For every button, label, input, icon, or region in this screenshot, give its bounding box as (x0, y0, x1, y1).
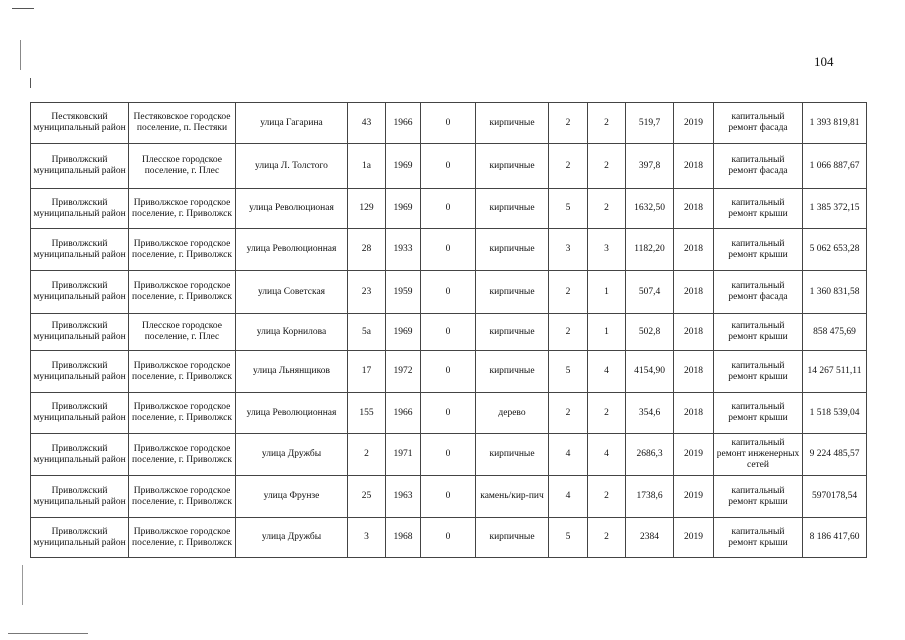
cell-year-built: 1933 (386, 229, 421, 271)
cell-settlement: Приволжское городское поселение, г. Приволжск (129, 271, 236, 314)
cell-year-built: 1966 (386, 103, 421, 144)
cell-col-zero: 0 (421, 189, 476, 229)
cell-district: Приволжский муниципальный район (31, 144, 129, 189)
cell-settlement: Пестяковское городское поселение, п. Пестяки (129, 103, 236, 144)
cell-district: Приволжский муниципальный район (31, 476, 129, 518)
cell-year-built: 1969 (386, 314, 421, 351)
cell-cost: 1 360 831,58 (803, 271, 867, 314)
cell-district: Приволжский муниципальный район (31, 189, 129, 229)
cell-district: Приволжский муниципальный район (31, 314, 129, 351)
cell-district: Приволжский муниципальный район (31, 271, 129, 314)
cell-wall-material: дерево (476, 393, 549, 434)
cell-settlement: Плесское городское поселение, г. Плес (129, 314, 236, 351)
cell-col-zero: 0 (421, 144, 476, 189)
cell-floors: 2 (549, 144, 588, 189)
cell-floors: 2 (549, 271, 588, 314)
cell-repair-year: 2018 (674, 393, 714, 434)
cell-house-number: 155 (348, 393, 386, 434)
cell-wall-material: кирпичные (476, 351, 549, 393)
cell-repair-type: капитальный ремонт фасада (714, 271, 803, 314)
cell-district: Приволжский муниципальный район (31, 229, 129, 271)
cell-area: 2686,3 (626, 434, 674, 476)
cell-area: 502,8 (626, 314, 674, 351)
cell-year-built: 1972 (386, 351, 421, 393)
cell-area: 2384 (626, 518, 674, 558)
cell-street: улица Дружбы (236, 434, 348, 476)
cell-cost: 14 267 511,11 (803, 351, 867, 393)
cell-entrances: 1 (588, 314, 626, 351)
cell-wall-material: камень/кир-пич (476, 476, 549, 518)
cell-house-number: 129 (348, 189, 386, 229)
cell-repair-year: 2019 (674, 434, 714, 476)
cell-entrances: 1 (588, 271, 626, 314)
cell-street: улица Дружбы (236, 518, 348, 558)
cell-floors: 4 (549, 476, 588, 518)
cell-house-number: 43 (348, 103, 386, 144)
cell-entrances: 2 (588, 144, 626, 189)
cell-area: 397,8 (626, 144, 674, 189)
cell-year-built: 1968 (386, 518, 421, 558)
cell-repair-type: капитальный ремонт крыши (714, 229, 803, 271)
cell-col-zero: 0 (421, 229, 476, 271)
cell-wall-material: кирпичные (476, 103, 549, 144)
table-row (31, 434, 867, 476)
cell-house-number: 2 (348, 434, 386, 476)
cell-year-built: 1969 (386, 144, 421, 189)
cell-col-zero: 0 (421, 434, 476, 476)
cell-cost: 5970178,54 (803, 476, 867, 518)
cell-house-number: 5а (348, 314, 386, 351)
cell-entrances: 4 (588, 351, 626, 393)
scan-mark (12, 8, 34, 9)
cell-street: улица Гагарина (236, 103, 348, 144)
cell-floors: 4 (549, 434, 588, 476)
cell-col-zero: 0 (421, 518, 476, 558)
cell-cost: 858 475,69 (803, 314, 867, 351)
cell-cost: 9 224 485,57 (803, 434, 867, 476)
cell-repair-type: капитальный ремонт крыши (714, 518, 803, 558)
cell-house-number: 28 (348, 229, 386, 271)
table-row (31, 393, 867, 434)
cell-col-zero: 0 (421, 351, 476, 393)
cell-settlement: Плесское городское поселение, г. Плес (129, 144, 236, 189)
cell-year-built: 1963 (386, 476, 421, 518)
cell-street: улица Революционная (236, 229, 348, 271)
cell-area: 507,4 (626, 271, 674, 314)
scan-mark (20, 40, 21, 70)
table-row (31, 229, 867, 271)
cell-repair-year: 2019 (674, 103, 714, 144)
table-row (31, 518, 867, 558)
cell-entrances: 2 (588, 103, 626, 144)
cell-house-number: 25 (348, 476, 386, 518)
cell-cost: 1 518 539,04 (803, 393, 867, 434)
cell-district: Приволжский муниципальный район (31, 351, 129, 393)
cell-entrances: 2 (588, 518, 626, 558)
cell-repair-year: 2018 (674, 351, 714, 393)
cell-street: улица Л. Толстого (236, 144, 348, 189)
cell-entrances: 2 (588, 476, 626, 518)
cell-district: Приволжский муниципальный район (31, 393, 129, 434)
cell-area: 1738,6 (626, 476, 674, 518)
cell-house-number: 17 (348, 351, 386, 393)
cell-entrances: 2 (588, 393, 626, 434)
cell-area: 1182,20 (626, 229, 674, 271)
cell-repair-type: капитальный ремонт фасада (714, 103, 803, 144)
cell-area: 4154,90 (626, 351, 674, 393)
cell-settlement: Приволжское городское поселение, г. Приволжск (129, 189, 236, 229)
cell-col-zero: 0 (421, 393, 476, 434)
cell-district: Приволжский муниципальный район (31, 518, 129, 558)
cell-district: Пестяковский муниципальный район (31, 103, 129, 144)
cell-repair-year: 2018 (674, 314, 714, 351)
scan-mark (22, 565, 23, 605)
cell-col-zero: 0 (421, 476, 476, 518)
table-row (31, 476, 867, 518)
page-number: 104 (814, 54, 834, 69)
cell-street: улица Советская (236, 271, 348, 314)
cell-repair-year: 2018 (674, 229, 714, 271)
cell-settlement: Приволжское городское поселение, г. Приволжск (129, 434, 236, 476)
cell-floors: 5 (549, 351, 588, 393)
cell-cost: 1 393 819,81 (803, 103, 867, 144)
scan-mark (8, 633, 88, 634)
cell-year-built: 1966 (386, 393, 421, 434)
cell-col-zero: 0 (421, 314, 476, 351)
cell-floors: 2 (549, 314, 588, 351)
cell-repair-type: капитальный ремонт крыши (714, 393, 803, 434)
table-row (31, 271, 867, 314)
cell-settlement: Приволжское городское поселение, г. Приволжск (129, 351, 236, 393)
cell-cost: 1 066 887,67 (803, 144, 867, 189)
cell-floors: 5 (549, 518, 588, 558)
cell-year-built: 1971 (386, 434, 421, 476)
cell-repair-year: 2018 (674, 144, 714, 189)
cell-wall-material: кирпичные (476, 144, 549, 189)
cell-repair-year: 2018 (674, 271, 714, 314)
cell-repair-year: 2019 (674, 476, 714, 518)
cell-district: Приволжский муниципальный район (31, 434, 129, 476)
cell-wall-material: кирпичные (476, 189, 549, 229)
cell-street: улица Корнилова (236, 314, 348, 351)
cell-repair-year: 2019 (674, 518, 714, 558)
cell-col-zero: 0 (421, 103, 476, 144)
cell-settlement: Приволжское городское поселение, г. Приволжск (129, 476, 236, 518)
cell-street: улица Революционая (236, 189, 348, 229)
cell-settlement: Приволжское городское поселение, г. Приволжск (129, 229, 236, 271)
cell-cost: 5 062 653,28 (803, 229, 867, 271)
cell-repair-type: капитальный ремонт крыши (714, 351, 803, 393)
cell-street: улица Фрунзе (236, 476, 348, 518)
cell-repair-type: капитальный ремонт крыши (714, 189, 803, 229)
cell-floors: 3 (549, 229, 588, 271)
cell-repair-year: 2018 (674, 189, 714, 229)
table-row (31, 144, 867, 189)
cell-col-zero: 0 (421, 271, 476, 314)
cell-wall-material: кирпичные (476, 518, 549, 558)
cell-area: 519,7 (626, 103, 674, 144)
cell-repair-type: капитальный ремонт крыши (714, 314, 803, 351)
cell-wall-material: кирпичные (476, 271, 549, 314)
scan-mark (30, 78, 31, 88)
cell-area: 1632,50 (626, 189, 674, 229)
cell-repair-type: капитальный ремонт крыши (714, 476, 803, 518)
table-row (31, 189, 867, 229)
repair-table (30, 102, 867, 558)
cell-year-built: 1959 (386, 271, 421, 314)
table-row (31, 103, 867, 144)
cell-street: улица Революционная (236, 393, 348, 434)
cell-house-number: 1а (348, 144, 386, 189)
table-row (31, 351, 867, 393)
cell-floors: 2 (549, 103, 588, 144)
cell-wall-material: кирпичные (476, 434, 549, 476)
table-row (31, 314, 867, 351)
cell-floors: 2 (549, 393, 588, 434)
cell-entrances: 2 (588, 189, 626, 229)
cell-area: 354,6 (626, 393, 674, 434)
cell-repair-type: капитальный ремонт фасада (714, 144, 803, 189)
cell-repair-type: капитальный ремонт инженерных сетей (714, 434, 803, 476)
cell-house-number: 23 (348, 271, 386, 314)
cell-house-number: 3 (348, 518, 386, 558)
cell-cost: 1 385 372,15 (803, 189, 867, 229)
cell-year-built: 1969 (386, 189, 421, 229)
cell-settlement: Приволжское городское поселение, г. Приволжск (129, 393, 236, 434)
cell-cost: 8 186 417,60 (803, 518, 867, 558)
cell-entrances: 4 (588, 434, 626, 476)
cell-entrances: 3 (588, 229, 626, 271)
cell-settlement: Приволжское городское поселение, г. Приволжск (129, 518, 236, 558)
cell-floors: 5 (549, 189, 588, 229)
cell-street: улица Льнянщиков (236, 351, 348, 393)
cell-wall-material: кирпичные (476, 314, 549, 351)
cell-wall-material: кирпичные (476, 229, 549, 271)
